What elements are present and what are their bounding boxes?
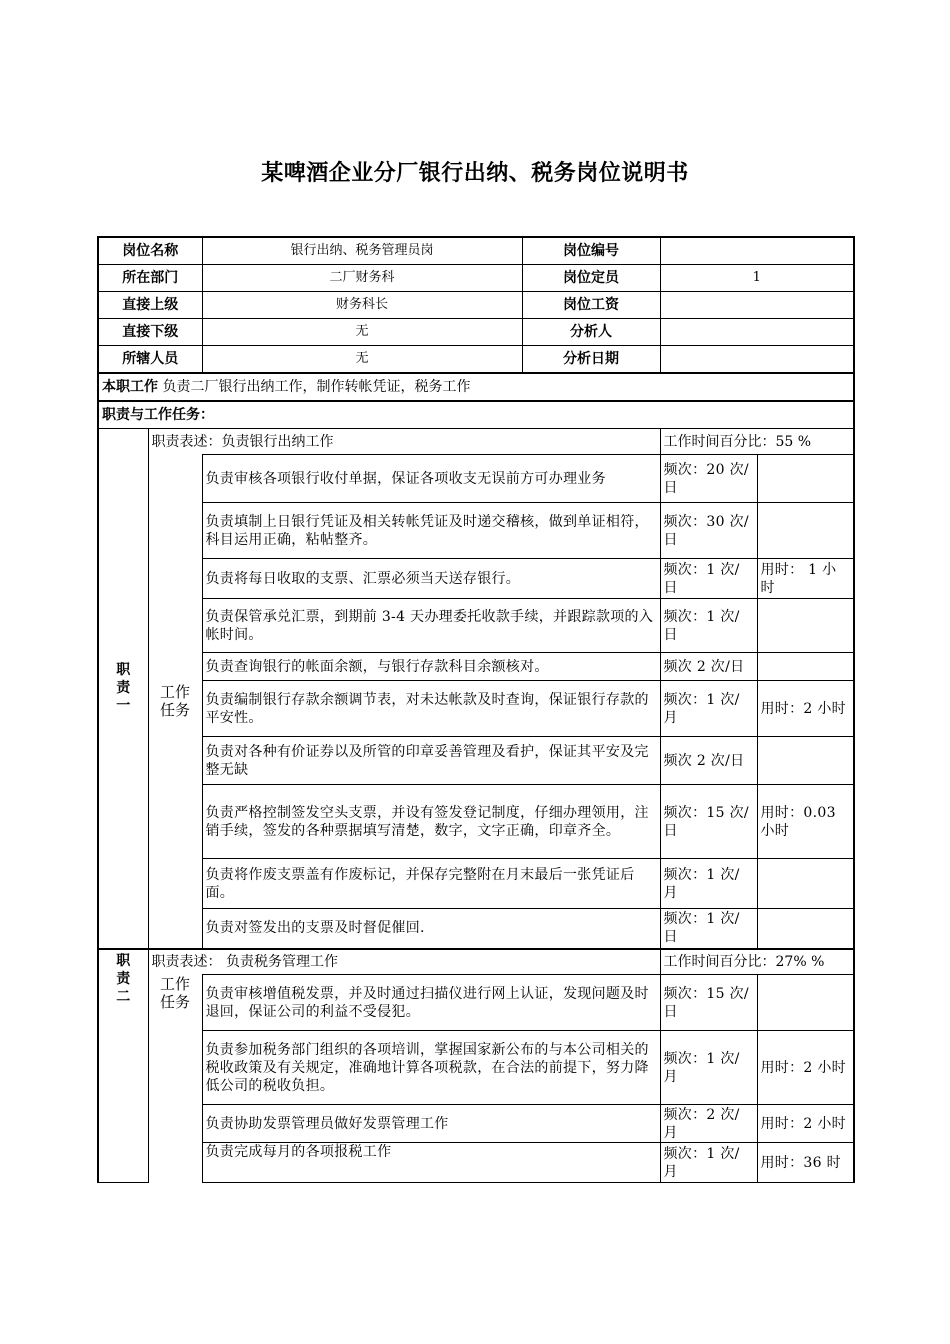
task-row	[98, 455, 854, 503]
task-text: 负责编制银行存款余额调节表，对未达帐款及时查询，保证银行存款的平安性。	[202, 681, 660, 737]
field-value	[660, 319, 854, 346]
duty-label	[98, 429, 148, 949]
duty2-label: 职责二	[116, 952, 131, 1005]
field-value: 财务科长	[202, 292, 522, 319]
task-duration	[757, 859, 854, 909]
task-text: 负责查询银行的帐面余额，与银行存款科目余额核对。	[202, 653, 660, 681]
field-value: 二厂财务科	[202, 265, 522, 292]
duty-statement-row	[98, 429, 854, 455]
task-duration	[757, 503, 854, 559]
task-row	[98, 653, 854, 681]
task-duration	[757, 653, 854, 681]
task-duration: 用时： 1 小时	[757, 559, 854, 599]
task-row	[98, 785, 854, 859]
field-label: 岗位定员	[522, 265, 660, 292]
task-text: 负责审核增值税发票，并及时通过扫描仪进行网上认证，发现问题及时退回，保证公司的利益不受侵犯。	[202, 975, 660, 1031]
header-row	[98, 319, 854, 346]
task-frequency: 频次：30 次/日	[660, 503, 757, 559]
field-value: 无	[202, 346, 522, 374]
task-text: 负责完成每月的各项报税工作	[202, 1143, 660, 1183]
task-duration: 用时：2 小时	[757, 1031, 854, 1105]
field-label: 岗位编号	[522, 237, 660, 265]
field-label: 分析人	[522, 319, 660, 346]
time-share: 工作时间百分比：27% %	[660, 949, 854, 975]
field-label: 岗位工资	[522, 292, 660, 319]
task-frequency: 频次：1 次/月	[660, 681, 757, 737]
task-row	[98, 909, 854, 949]
task-text: 负责保管承兑汇票，到期前 3-4 天办理委托收款手续，并跟踪款项的入帐时间。	[202, 599, 660, 653]
task-text: 负责协助发票管理员做好发票管理工作	[202, 1105, 660, 1143]
task-row	[98, 503, 854, 559]
task-text: 负责参加税务部门组织的各项培训，掌握国家新公布的与本公司相关的税收政策及有关规定，准确地计算各项税款，在合法的前提下，努力降低公司的税收负担。	[202, 1031, 660, 1105]
task-text: 负责填制上日银行凭证及相关转帐凭证及时递交稽核，做到单证相符，科目运用正确，粘帖整齐。	[202, 503, 660, 559]
task-text: 负责审核各项银行收付单据，保证各项收支无误前方可办理业务	[202, 455, 660, 503]
header-row	[98, 292, 854, 319]
task-label: 工作任务	[148, 975, 202, 1183]
task-duration	[757, 909, 854, 949]
duty-label	[98, 949, 148, 1183]
task-text: 负责对各种有价证券以及所管的印章妥善管理及看护，保证其平安及完整无缺	[202, 737, 660, 785]
task-frequency: 频次：1 次/日	[660, 599, 757, 653]
job-description-table	[97, 236, 855, 1183]
main-work-text: 负责二厂银行出纳工作，制作转帐凭证，税务工作	[162, 379, 471, 395]
task-duration	[757, 737, 854, 785]
task-frequency: 频次 2 次/日	[660, 653, 757, 681]
task-duration: 用时：36 时	[757, 1143, 854, 1183]
task-row	[98, 975, 854, 1031]
duties-heading: 职责与工作任务：	[98, 401, 854, 429]
task-duration	[757, 599, 854, 653]
task-text: 负责将作废支票盖有作废标记，并保存完整附在月末最后一张凭证后面。	[202, 859, 660, 909]
task-frequency: 频次：2 次/月	[660, 1105, 757, 1143]
duty-statement: 职责表述：负责银行出纳工作	[148, 429, 660, 455]
task-text: 负责严格控制签发空头支票，并设有签发登记制度，仔细办理领用，注销手续，签发的各种票据填写清楚，数字，文字正确，印章齐全。	[202, 785, 660, 859]
field-value	[660, 292, 854, 319]
task-row	[98, 1143, 854, 1183]
duties-heading-row	[98, 401, 854, 429]
main-work-label: 本职工作	[102, 379, 158, 395]
field-label: 所辖人员	[98, 346, 202, 374]
task-row	[98, 859, 854, 909]
task-row	[98, 1105, 854, 1143]
task-frequency: 频次：15 次/日	[660, 785, 757, 859]
field-label: 所在部门	[98, 265, 202, 292]
task-row	[98, 1031, 854, 1105]
task-row	[98, 559, 854, 599]
field-label: 岗位名称	[98, 237, 202, 265]
task-frequency: 频次：1 次/月	[660, 1143, 757, 1183]
task-label: 工作任务	[148, 455, 202, 949]
header-row	[98, 346, 854, 374]
field-value: 银行出纳、税务管理员岗	[202, 237, 522, 265]
task-text: 负责将每日收取的支票、汇票必须当天送存银行。	[202, 559, 660, 599]
field-value	[660, 237, 854, 265]
task-duration	[757, 455, 854, 503]
task-row	[98, 737, 854, 785]
task-frequency: 频次：1 次/日	[660, 909, 757, 949]
task-frequency: 频次：1 次/日	[660, 559, 757, 599]
header-row	[98, 237, 854, 265]
task-frequency: 频次：1 次/月	[660, 859, 757, 909]
page-title: 某啤酒企业分厂银行出纳、税务岗位说明书	[261, 161, 689, 186]
field-label: 分析日期	[522, 346, 660, 374]
field-label: 直接下级	[98, 319, 202, 346]
task-duration: 用时：0.03 小时	[757, 785, 854, 859]
task-row	[98, 599, 854, 653]
main-work-row	[98, 373, 854, 401]
task-duration: 用时：2 小时	[757, 1105, 854, 1143]
task-row	[98, 681, 854, 737]
duty-statement-row	[98, 949, 854, 975]
field-value	[660, 346, 854, 374]
task-frequency: 频次：15 次/日	[660, 975, 757, 1031]
task-frequency: 频次：20 次/日	[660, 455, 757, 503]
task-text: 负责对签发出的支票及时督促催回.	[202, 909, 660, 949]
field-value: 1	[660, 265, 854, 292]
field-value: 无	[202, 319, 522, 346]
duty1-label: 职责一	[116, 662, 131, 715]
duty-statement: 职责表述： 负责税务管理工作	[148, 949, 660, 975]
task-frequency: 频次：1 次/月	[660, 1031, 757, 1105]
time-share: 工作时间百分比：55 %	[660, 429, 854, 455]
header-row	[98, 265, 854, 292]
field-label: 直接上级	[98, 292, 202, 319]
task-frequency: 频次 2 次/日	[660, 737, 757, 785]
task-duration	[757, 975, 854, 1031]
task-duration: 用时：2 小时	[757, 681, 854, 737]
